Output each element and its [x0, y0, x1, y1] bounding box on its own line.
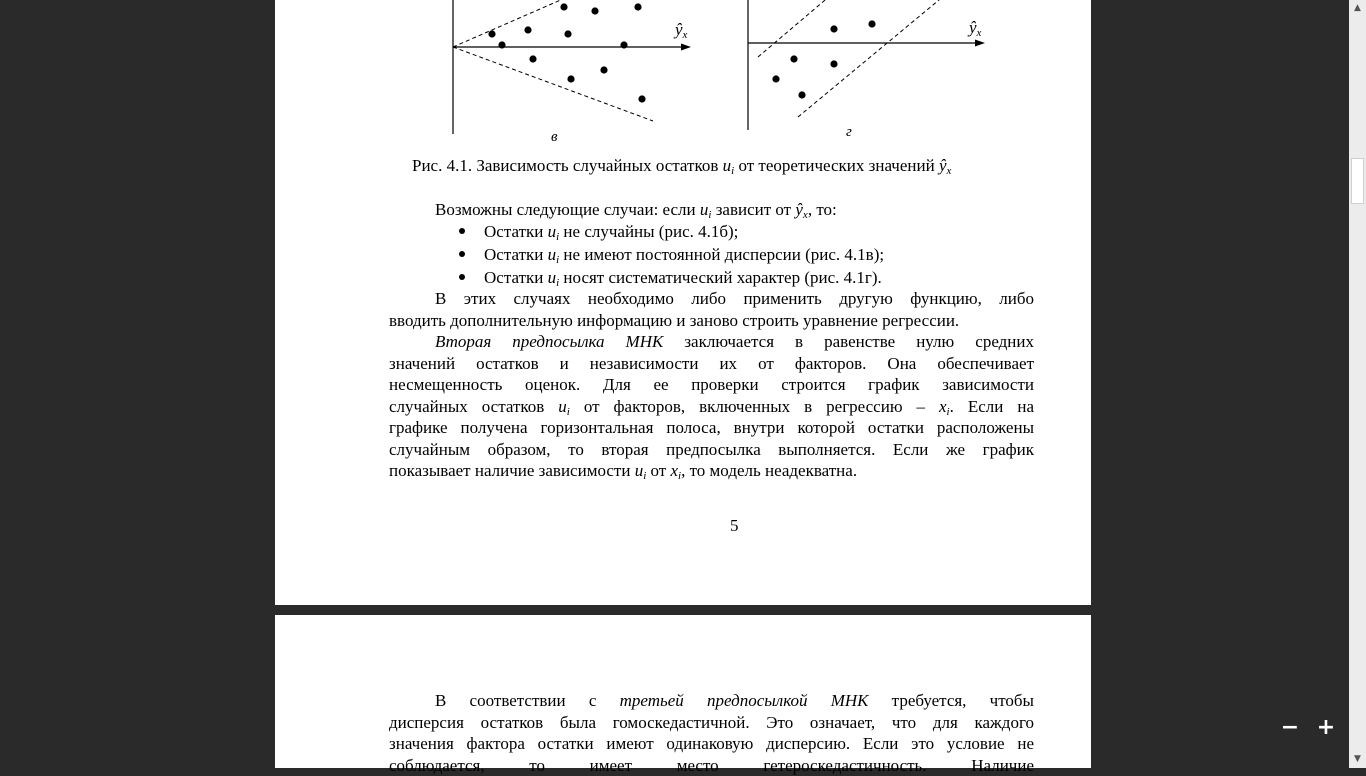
point: [524, 26, 531, 33]
panel-v-points: [488, 3, 645, 102]
scrollbar-thumb[interactable]: [1351, 158, 1364, 204]
list-item: Остатки $u_i$ носят систематический характер (рис. 4.1г).: [484, 267, 882, 289]
list-item: Остатки $u_i$ не случайны (рис. 4.1б);: [484, 221, 738, 243]
point: [790, 55, 797, 62]
point: [498, 41, 505, 48]
text-line: случайным образом, то вторая предпосылка выполняется. Если же график: [389, 439, 1034, 461]
paragraph-second-premise: [389, 331, 1034, 482]
scroll-up-arrow-icon[interactable]: ▲: [1349, 0, 1366, 17]
panel-g-lower-bound: [798, 0, 945, 117]
paragraph-third-premise: [389, 690, 1034, 776]
bullet-marker: [459, 251, 465, 257]
point: [634, 3, 641, 10]
point: [567, 75, 574, 82]
point: [560, 3, 567, 10]
point: [529, 55, 536, 62]
paragraph-other-function: [389, 288, 1034, 331]
panel-g-arrowhead: [975, 40, 985, 47]
text-line: соблюдается, то имеет место гетероскедастичность. Наличие: [389, 755, 1034, 776]
point: [772, 75, 779, 82]
zoom-out-button[interactable]: −: [1278, 716, 1302, 740]
document-page-5: [275, 0, 1091, 605]
panel-v-label: в: [551, 129, 558, 146]
panel-g-label: г: [846, 124, 852, 141]
text-line: случайных остатков $u_i$ от факторов, включенных в регрессию – $x_i$. Если на: [389, 396, 1034, 418]
point: [830, 25, 837, 32]
cases-intro: Возможны следующие случаи: если $u_i$ зависит от $ŷ_x$, то:: [435, 199, 837, 221]
text-line: значения фактора остатки имеют одинаковую дисперсию. Если это условие не: [389, 733, 1034, 755]
zoom-in-button[interactable]: +: [1314, 716, 1338, 740]
text-line: Вторая предпосылка МНК заключается в равенстве нулю средних: [389, 331, 1034, 353]
panel-v-lower-bound: [453, 47, 653, 121]
point: [600, 66, 607, 73]
point: [798, 91, 805, 98]
text-line: значений остатков и независимости их от факторов. Она обеспечивает: [389, 353, 1034, 375]
scroll-down-arrow-icon[interactable]: ▼: [1349, 751, 1366, 768]
panel-g-upper-bound: [758, 0, 831, 57]
point: [868, 20, 875, 27]
list-item: Остатки $u_i$ не имеют постоянной дисперсии (рис. 4.1в);: [484, 244, 884, 266]
text-line: В соответствии с третьей предпосылкой МНК требуется, чтобы: [389, 690, 1034, 712]
bullet-marker: [459, 274, 465, 280]
panel-g-plot: [748, 0, 985, 130]
text-line: дисперсия остатков была гомоскедастичной. Это означает, что для каждого: [389, 712, 1034, 734]
panel-v-plot: [453, 0, 691, 134]
panel-v-upper-bound: [453, 0, 595, 47]
text-line: В этих случаях необходимо либо применить другую функцию, либо: [389, 288, 1034, 310]
bullet-marker: [459, 228, 465, 234]
text-line: графике получена горизонтальная полоса, внутри которой остатки расположены: [389, 417, 1034, 439]
point: [620, 41, 627, 48]
panel-v-arrowhead: [681, 44, 691, 51]
figure-caption: Рис. 4.1. Зависимость случайных остатков $u_i$ от теоретических значений $ŷ_x$: [412, 155, 951, 177]
document-page-6: [275, 615, 1091, 768]
page-number: 5: [730, 515, 739, 537]
panel-v-axis-label: $ŷ_x$: [675, 20, 687, 40]
point: [564, 30, 571, 37]
panel-g-axis-label: $ŷ_x$: [969, 18, 981, 38]
point: [488, 30, 495, 37]
point: [830, 60, 837, 67]
point: [638, 95, 645, 102]
vertical-scrollbar[interactable]: [1349, 0, 1366, 768]
text-line: несмещенность оценок. Для ее проверки строится график зависимости: [389, 374, 1034, 396]
text-line: вводить дополнительную информацию и заново строить уравнение регрессии.: [389, 310, 1034, 332]
text-line: показывает наличие зависимости $u_i$ от $x_i$, то модель неадекватна.: [389, 460, 1034, 482]
point: [591, 7, 598, 14]
